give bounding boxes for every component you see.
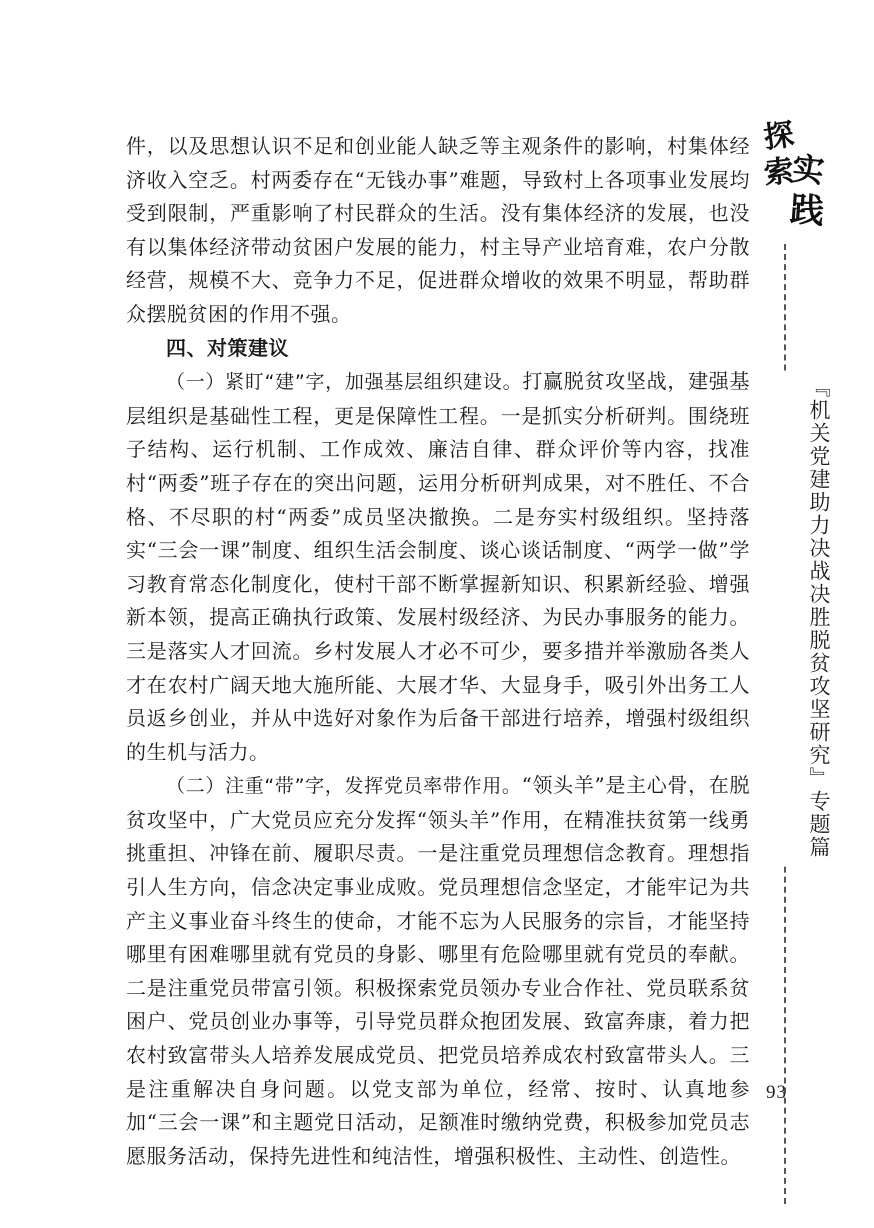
series-title: 『机关党建助力决战决胜脱贫攻坚研究』专题篇 (772, 372, 832, 863)
section-heading: 四、对策建议 (166, 335, 289, 360)
paragraph-continuation: 件，以及思想认识不足和创业能人缺乏等主观条件的影响，村集体经济收入空乏。村两委存在“无钱办事”难题，导致村上各项事业发展均受到限制，严重影响了村民群众的生活。没有集体经济的发展，也没有以集体经济带动贫困户发展的能力，村主导产业培育难，农户分散经营，规模不大、竞争力不足，促进群众增收的效果不明显，帮助群众摆脱贫困的作用不强。 (126, 134, 750, 326)
paragraph-sub1 (126, 365, 750, 769)
page-body (126, 130, 750, 1173)
brand-logo (761, 117, 826, 238)
page-number: 93 (766, 1082, 787, 1103)
side-margin (761, 117, 831, 1108)
sub-heading-1: （一）紧盯“建”字，加强基层组织建设。 (166, 371, 523, 394)
brand-char-4: 践 (788, 189, 826, 233)
brand-char-2: 索 (762, 153, 796, 192)
paragraph-sub1-text: 打赢脱贫攻坚战，建强基层组织是基础性工程，更是保障性工程。一是抓实分析研判。围绕班子结构、运行机制、工作成效、廉洁自律、群众评价等内容，找准村“两委”班子存在的突出问题，运用分析研判成果，对不胜任、不合格、不尽职的村“两委”成员坚决撤换。二是夯实村级组织。坚持落实“三会一课”制度、组织生活会制度、谈心谈话制度、“两学一做”学习教育常态化制度化，使村干部不断掌握新知识、积累新经验、增强新本领，提高正确执行政策、发展村级经济、为民办事服务的能力。三是落实人才回流。乡村发展人才必不可少，要多措并举激励各类人才在农村广阔天地大施所能、大展才华、大显身手，吸引外出务工人员返乡创业，并从中选好对象作为后备干部进行培养，增强村级组织的生机与活力。 (126, 369, 750, 764)
paragraph-sub2-text: “领头羊”是主心骨，在脱贫攻坚中，广大党员应充分发挥“领头羊”作用，在精准扶贫第一线勇挑重担、冲锋在前、履职尽责。一是注重党员理想信念教育。理想指引人生方向，信念决定事业成败。党员理想信念坚定，才能牢记为共产主义事业奋斗终生的使命，才能不忘为人民服务的宗旨，才能坚持哪里有困难哪里就有党员的身影、哪里有危险哪里就有党员的奉献。二是注重党员带富引领。积极探索党员领办专业合作社、党员联系贫困户、党员创业办事等，引导党员群众抱团发展、致富奔康，着力把农村致富带头人培养发展成党员、把党员培养成农村致富带头人。三是注重解决自身问题。以党支部为单位，经常、按时、认真地参加“三会一课”和主题党日活动，足额准时缴纳党费，积极参加党员志愿服务活动，保持先进性和纯洁性，增强积极性、主动性、创造性。 (126, 773, 750, 1168)
sub-heading-2: （二）注重“带”字，发挥党员率带作用。 (166, 775, 522, 798)
paragraph-sub2 (126, 769, 750, 1173)
brand-char-3: 实 (790, 149, 826, 191)
brand-char-1: 探 (761, 117, 797, 156)
